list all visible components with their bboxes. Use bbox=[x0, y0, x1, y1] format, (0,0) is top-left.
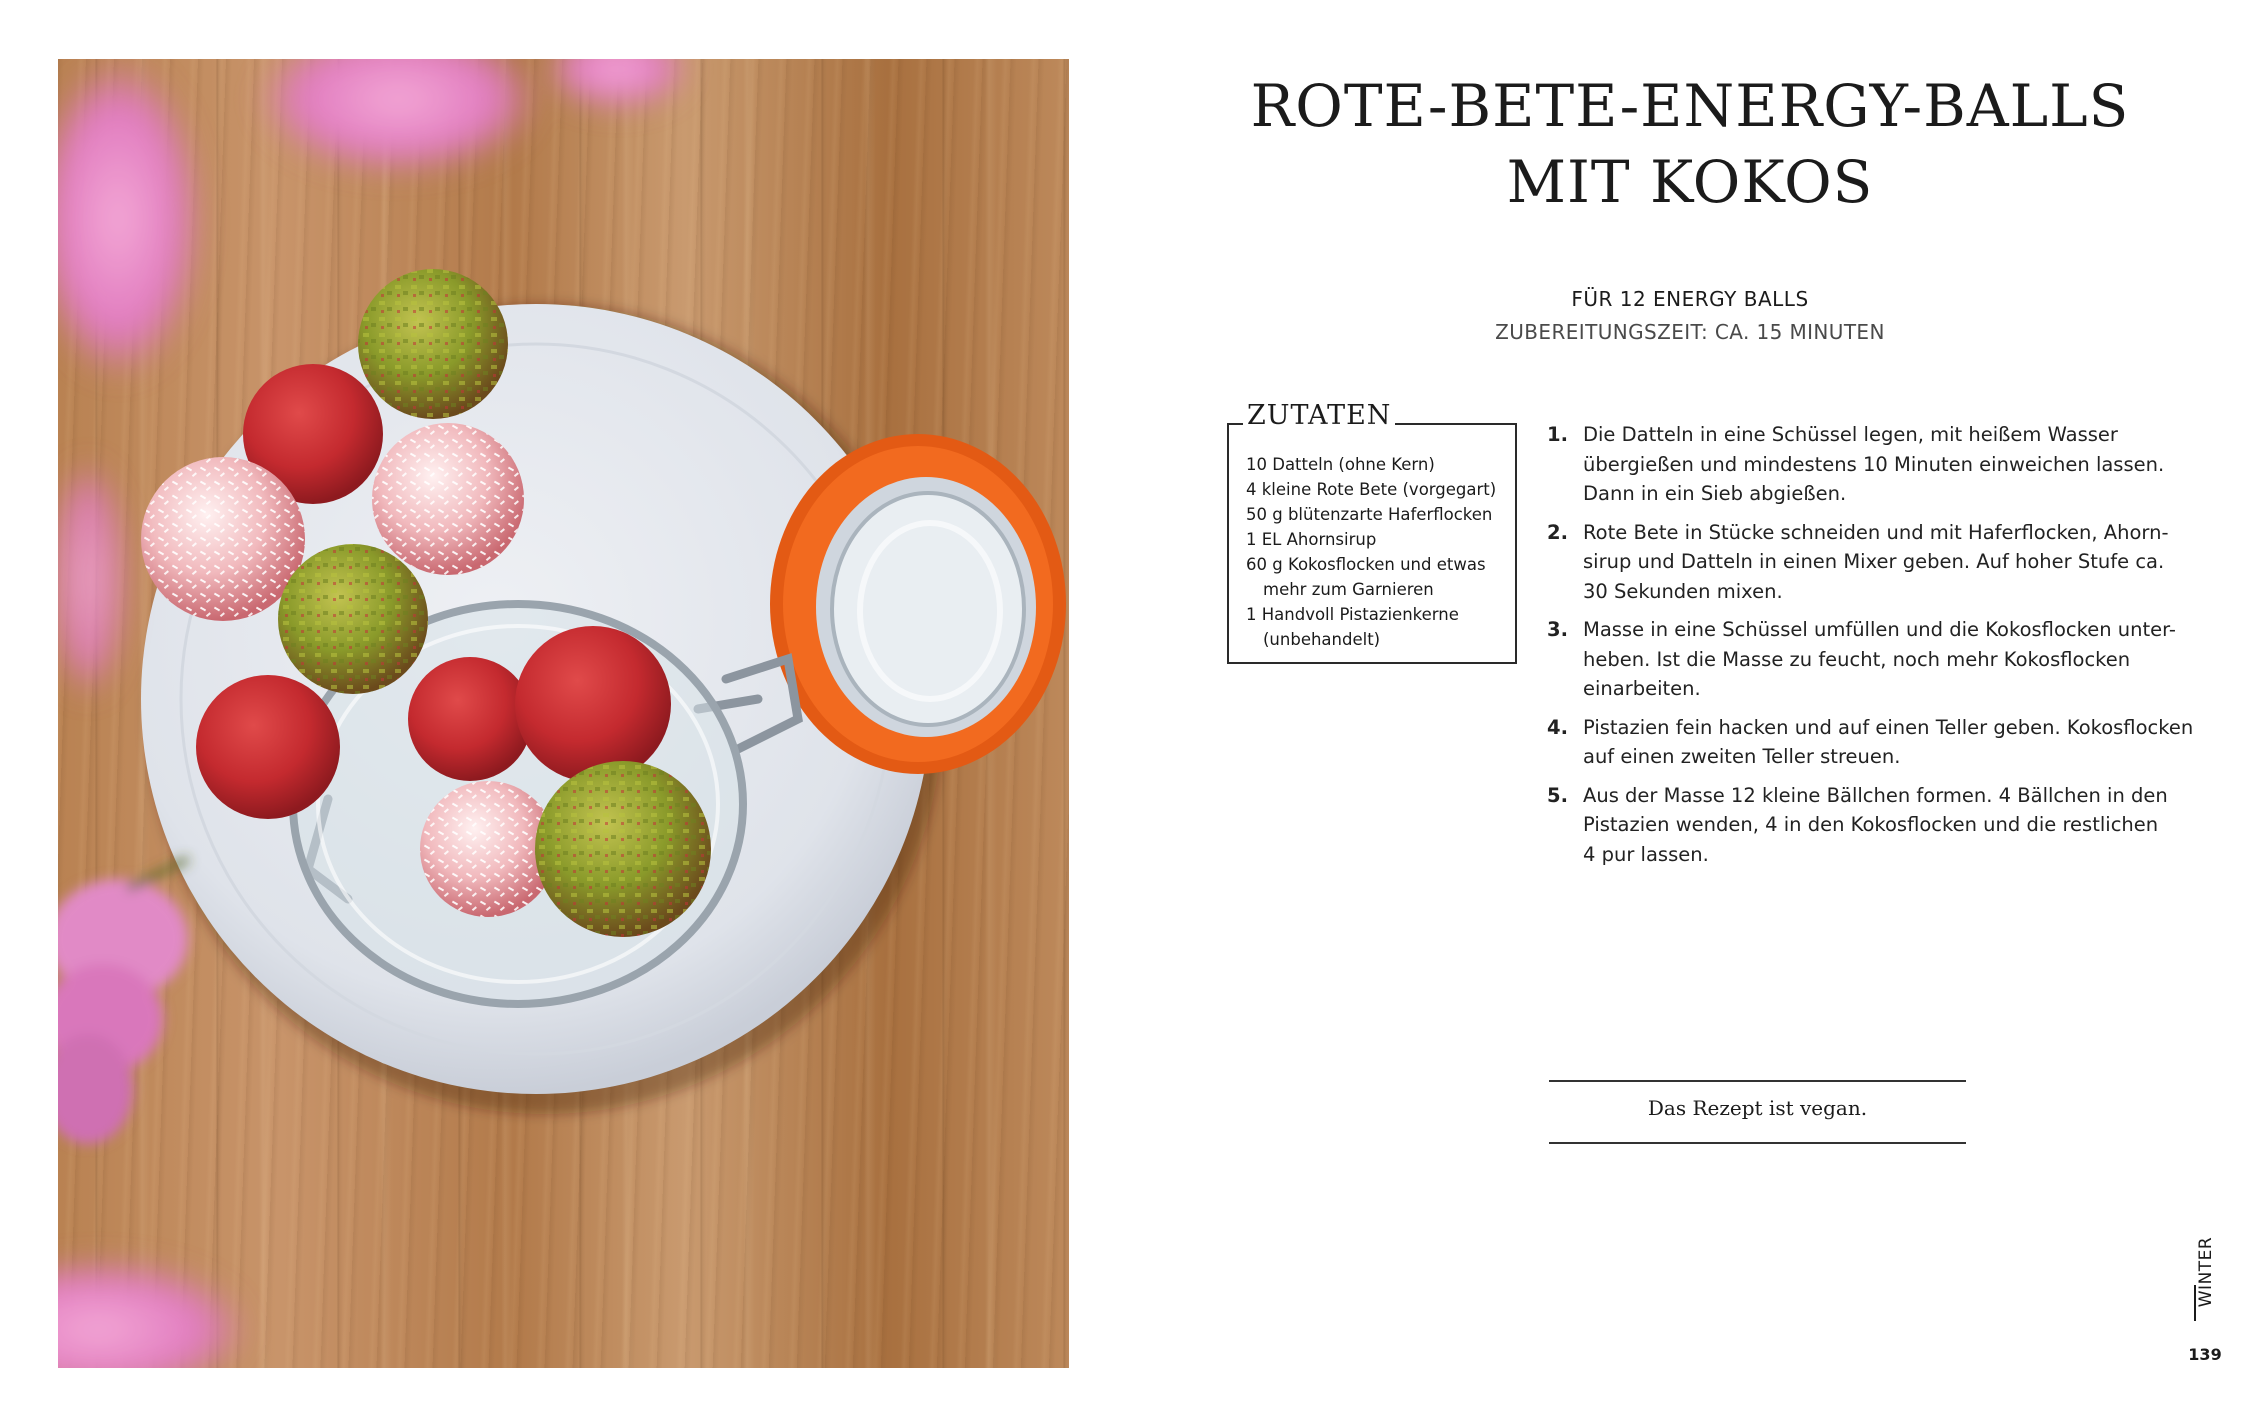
energy-ball-pistachio bbox=[358, 269, 508, 419]
note-divider-bottom bbox=[1549, 1142, 1966, 1144]
step-text: auf einen zweiten Teller streuen. bbox=[1583, 745, 1901, 768]
step-item bbox=[1547, 615, 2187, 704]
energy-ball-plain bbox=[515, 626, 671, 782]
ingredient-item: 4 kleine Rote Bete (vorgegart) bbox=[1246, 480, 1497, 499]
step-text: übergießen und mindestens 10 Minuten einweichen lassen. bbox=[1583, 452, 2165, 476]
page-number: 139 bbox=[2188, 1345, 2222, 1364]
step-text: Rote Bete in Stücke schneiden und mit Haferflocken, Ahorn- bbox=[1583, 520, 2169, 544]
step-text: 4 pur lassen. bbox=[1583, 842, 1709, 866]
ingredient-item: 1 Handvoll Pistazienkerne (unbehandelt) bbox=[1246, 605, 1459, 649]
step-text: Dann in ein Sieb abgießen. bbox=[1583, 482, 1847, 505]
instruction-steps bbox=[1547, 420, 2194, 878]
step-number: 3. bbox=[1547, 618, 1568, 641]
section-label-text: WINTER bbox=[2196, 1236, 2216, 1308]
flowers-decoration bbox=[58, 859, 188, 1144]
energy-ball-pistachio bbox=[535, 761, 711, 937]
energy-ball-pistachio bbox=[278, 544, 428, 694]
ingredient-list bbox=[1246, 452, 1514, 652]
recipe-photo bbox=[58, 59, 1069, 1368]
step-text: Aus der Masse 12 kleine Bällchen formen. 4 Bällchen in den bbox=[1583, 783, 2168, 807]
step-number: 2. bbox=[1547, 520, 1568, 544]
vegan-note: Das Rezept ist vegan. bbox=[1647, 1096, 1868, 1120]
section-divider bbox=[2194, 1285, 2196, 1321]
step-text: Masse in eine Schüssel umfüllen und die Kokosflocken unter- bbox=[1583, 618, 2176, 641]
step-text: 30 Sekunden mixen. bbox=[1583, 579, 1783, 603]
energy-ball-coconut bbox=[372, 423, 524, 575]
jar-lid bbox=[770, 434, 1066, 774]
step-item bbox=[1547, 420, 2187, 509]
recipe-title-line-1: ROTE-BETE-ENERGY-BALLS bbox=[1250, 72, 2130, 140]
step-item bbox=[1547, 518, 2187, 607]
step-text: Pistazien wenden, 4 in den Kokosflocken und die restlichen bbox=[1583, 813, 2159, 836]
step-item bbox=[1547, 781, 2187, 870]
section-label bbox=[2196, 1232, 2216, 1312]
step-item bbox=[1547, 713, 2194, 772]
step-text: Die Datteln in eine Schüssel legen, mit heißem Wasser bbox=[1583, 423, 2118, 446]
step-number: 4. bbox=[1547, 715, 1568, 739]
ingredient-item: 1 EL Ahornsirup bbox=[1246, 530, 1377, 549]
photo-illustration bbox=[58, 59, 1069, 1368]
step-number: 1. bbox=[1547, 423, 1568, 446]
energy-ball-plain bbox=[196, 675, 340, 819]
note-divider-top bbox=[1549, 1080, 1966, 1082]
step-text: sirup und Datteln in einen Mixer geben. Auf hoher Stufe ca. bbox=[1583, 550, 2165, 573]
ingredient-item: 50 g blütenzarte Haferflocken bbox=[1246, 505, 1493, 524]
ingredient-item: 10 Datteln (ohne Kern) bbox=[1246, 455, 1435, 474]
ingredients-heading: ZUTATEN bbox=[1243, 399, 1395, 433]
prep-time: ZUBEREITUNGSZEIT: CA. 15 MINUTEN bbox=[1495, 320, 1885, 344]
step-text: heben. Ist die Masse zu feucht, noch mehr Kokosflocken bbox=[1583, 647, 2131, 671]
step-number: 5. bbox=[1547, 783, 1568, 807]
ingredient-item: 60 g Kokosflocken und etwas mehr zum Garnieren bbox=[1246, 555, 1486, 599]
energy-ball-plain bbox=[408, 657, 532, 781]
step-text: Pistazien fein hacken und auf einen Teller geben. Kokosflocken bbox=[1583, 715, 2194, 739]
step-text: einarbeiten. bbox=[1583, 677, 1701, 700]
energy-ball-coconut bbox=[141, 457, 305, 621]
servings: FÜR 12 ENERGY BALLS bbox=[1571, 287, 1809, 311]
recipe-title-line-2: MIT KOKOS bbox=[1506, 148, 1874, 216]
